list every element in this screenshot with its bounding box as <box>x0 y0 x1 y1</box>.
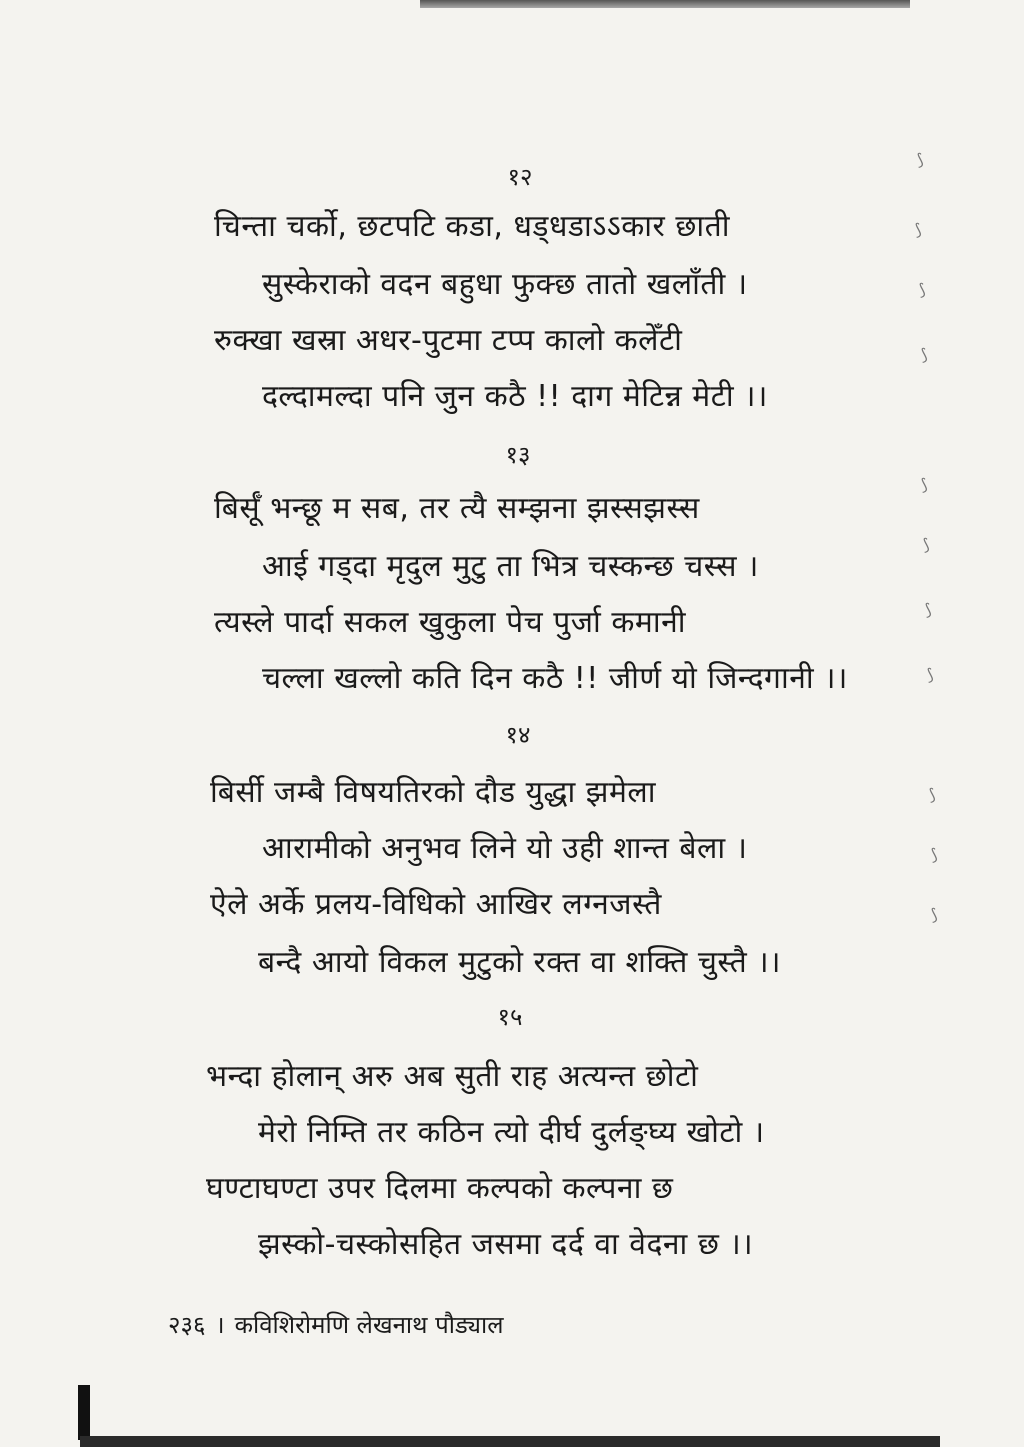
page-number: २३६ <box>168 1311 206 1339</box>
verse-line: रुक्खा खस्रा अधर-पुटमा टप्प कालो कलेँटी <box>214 323 683 358</box>
verse-line: त्यस्ले पार्दा सकल खुकुला पेच पुर्जा कमानी <box>214 605 687 640</box>
verse-line: सुस्केराको वदन बहुधा फुक्छ तातो खलाँती । <box>262 267 748 302</box>
verse-line: बिर्सी जम्बै विषयतिरको दौड युद्धा झमेला <box>210 775 657 810</box>
verse-line: झस्को-चस्कोसहित जसमा दर्द वा वेदना छ ।। <box>258 1227 754 1262</box>
verse-line: चल्ला खल्लो कति दिन कठै !! जीर्ण यो जिन्दगानी ।। <box>262 661 848 696</box>
stanza-number: १४ <box>505 721 531 749</box>
verse-line: आरामीको अनुभव लिने यो उही शान्त बेला । <box>262 831 748 866</box>
stanza-number: १३ <box>505 441 531 469</box>
bleed-mark: ⟆ <box>929 904 939 925</box>
verse-line: दल्दामल्दा पनि जुन कठै !! दाग मेटिन्न मेटी ।। <box>262 379 768 414</box>
verse-line: चिन्ता चर्को, छटपटि कडा, धड्धडाऽऽकार छाती <box>214 209 731 244</box>
bleed-mark: ⟆ <box>915 149 925 170</box>
bleed-mark: ⟆ <box>919 474 929 495</box>
scan-corner-mark <box>78 1385 90 1440</box>
bleed-mark: ⟆ <box>923 599 933 620</box>
bleed-mark: ⟆ <box>917 279 927 300</box>
footer-separator: । <box>215 1311 225 1339</box>
verse-line: ऐले अर्के प्रलय-विधिको आखिर लग्नजस्तै <box>210 887 662 922</box>
scan-edge-bottom <box>80 1436 940 1447</box>
bleed-mark: ⟆ <box>913 219 923 240</box>
bleed-mark: ⟆ <box>925 664 935 685</box>
verse-line: भन्दा होलान् अरु अब सुती राह अत्यन्त छोटो <box>206 1059 699 1094</box>
stanza-number: १५ <box>497 1003 523 1031</box>
verse-line: घण्टाघण्टा उपर दिलमा कल्पको कल्पना छ <box>206 1171 674 1206</box>
stanza-number: १२ <box>507 163 533 191</box>
bleed-mark: ⟆ <box>929 844 939 865</box>
bleed-mark: ⟆ <box>921 534 931 555</box>
verse-line: बन्दै आयो विकल मुटुको रक्त वा शक्ति चुस्तै ।। <box>258 945 781 980</box>
footer-book-author: कविशिरोमणि लेखनाथ पौड्याल <box>234 1311 504 1339</box>
verse-line: आई गड्दा मृदुल मुटु ता भित्र चस्कन्छ चस्स । <box>262 549 759 584</box>
bleed-mark: ⟆ <box>919 344 929 365</box>
page-footer <box>168 1308 504 1341</box>
verse-line: मेरो निम्ति तर कठिन त्यो दीर्घ दुर्लङ्घ्य खोटो । <box>258 1115 765 1150</box>
bleed-mark: ⟆ <box>927 784 937 805</box>
verse-line: बिर्सूँ भन्छू म सब, तर त्यै सम्झना झस्सझस्स <box>214 491 700 526</box>
